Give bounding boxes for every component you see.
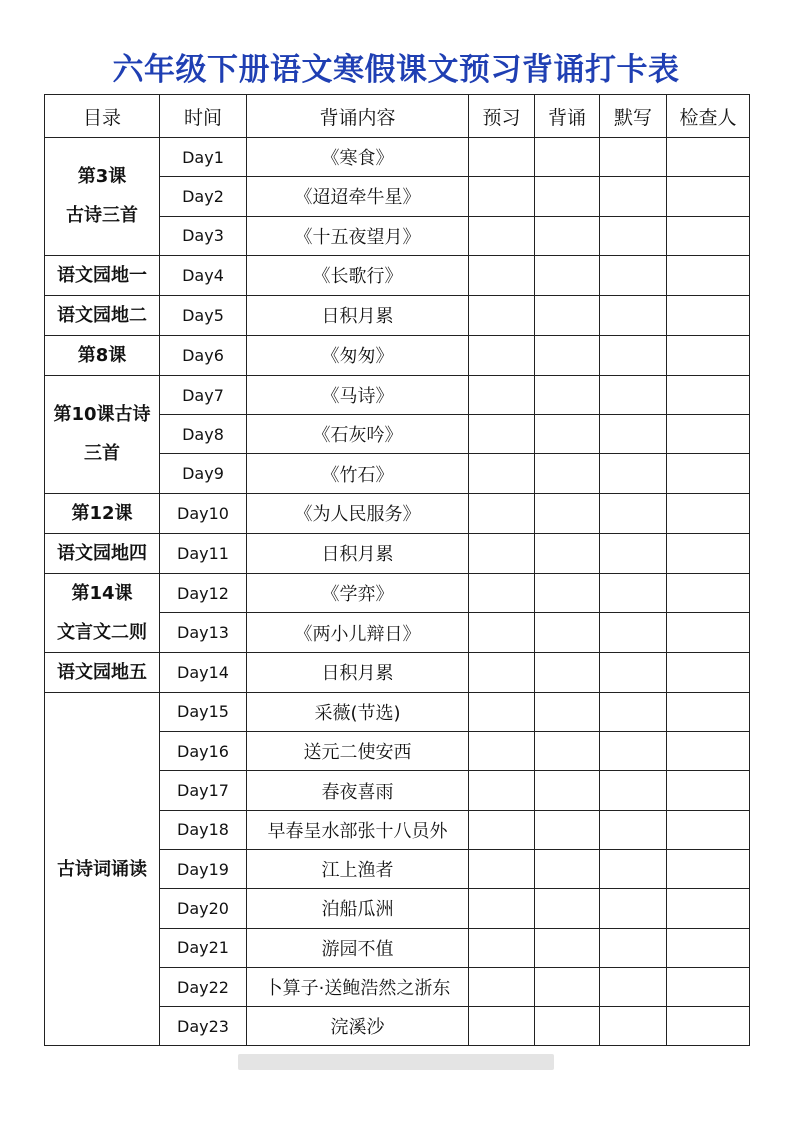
- dictation-check-cell[interactable]: [600, 454, 667, 493]
- checker-cell[interactable]: [667, 216, 750, 255]
- preview-check-cell[interactable]: [469, 613, 535, 653]
- preview-check-cell[interactable]: [469, 255, 535, 295]
- header-recite: 背诵: [535, 95, 600, 138]
- directory-cell: [45, 493, 160, 533]
- day-cell: Day18: [160, 810, 247, 849]
- recite-content-cell: 春夜喜雨: [247, 771, 469, 810]
- directory-cell: [45, 138, 160, 256]
- day-cell: Day7: [160, 375, 247, 414]
- preview-check-cell[interactable]: [469, 967, 535, 1006]
- day-cell: Day15: [160, 692, 247, 731]
- table-row: [45, 652, 750, 692]
- recite-content-cell: 泊船瓜洲: [247, 889, 469, 928]
- day-cell: Day20: [160, 889, 247, 928]
- recite-check-cell[interactable]: [535, 454, 600, 493]
- checker-cell[interactable]: [667, 295, 750, 335]
- recite-check-cell[interactable]: [535, 493, 600, 533]
- dictation-check-cell[interactable]: [600, 533, 667, 573]
- recite-check-cell[interactable]: [535, 295, 600, 335]
- dictation-check-cell[interactable]: [600, 732, 667, 771]
- directory-label-line: 语文园地四: [57, 542, 147, 564]
- preview-check-cell[interactable]: [469, 138, 535, 177]
- dictation-check-cell[interactable]: [600, 216, 667, 255]
- header-preview: 预习: [469, 95, 535, 138]
- recite-content-cell: 日积月累: [247, 652, 469, 692]
- checker-cell[interactable]: [667, 533, 750, 573]
- dictation-check-cell[interactable]: [600, 415, 667, 454]
- checker-cell[interactable]: [667, 692, 750, 731]
- recite-check-cell[interactable]: [535, 928, 600, 967]
- recite-content-cell: 《长歌行》: [247, 255, 469, 295]
- table-row: [45, 255, 750, 295]
- preview-check-cell[interactable]: [469, 849, 535, 888]
- day-cell: Day6: [160, 335, 247, 375]
- recite-check-cell[interactable]: [535, 375, 600, 414]
- dictation-check-cell[interactable]: [600, 375, 667, 414]
- dictation-check-cell[interactable]: [600, 613, 667, 653]
- day-cell: Day19: [160, 849, 247, 888]
- recite-content-cell: 《为人民服务》: [247, 493, 469, 533]
- dictation-check-cell[interactable]: [600, 1007, 667, 1046]
- recite-check-cell[interactable]: [535, 652, 600, 692]
- dictation-check-cell[interactable]: [600, 138, 667, 177]
- day-cell: Day17: [160, 771, 247, 810]
- preview-check-cell[interactable]: [469, 692, 535, 731]
- checker-cell[interactable]: [667, 177, 750, 216]
- checker-cell[interactable]: [667, 810, 750, 849]
- dictation-check-cell[interactable]: [600, 255, 667, 295]
- preview-check-cell[interactable]: [469, 533, 535, 573]
- checker-cell[interactable]: [667, 849, 750, 888]
- recite-content-cell: 早春呈水部张十八员外: [247, 810, 469, 849]
- recite-check-cell[interactable]: [535, 771, 600, 810]
- table-row: [45, 533, 750, 573]
- directory-label-line: 文言文二则: [57, 621, 147, 643]
- table-body: [45, 138, 750, 1046]
- recite-check-cell[interactable]: [535, 533, 600, 573]
- dictation-check-cell[interactable]: [600, 967, 667, 1006]
- table-row: [45, 138, 750, 177]
- directory-cell: [45, 335, 160, 375]
- dictation-check-cell[interactable]: [600, 849, 667, 888]
- recite-content-cell: 日积月累: [247, 533, 469, 573]
- recite-content-cell: 游园不值: [247, 928, 469, 967]
- table-row: [45, 375, 750, 414]
- day-cell: Day11: [160, 533, 247, 573]
- preview-check-cell[interactable]: [469, 732, 535, 771]
- preview-check-cell[interactable]: [469, 573, 535, 613]
- dictation-check-cell[interactable]: [600, 295, 667, 335]
- checker-cell[interactable]: [667, 771, 750, 810]
- recite-check-cell[interactable]: [535, 732, 600, 771]
- dictation-check-cell[interactable]: [600, 810, 667, 849]
- day-cell: Day8: [160, 415, 247, 454]
- recite-check-cell[interactable]: [535, 177, 600, 216]
- dictation-check-cell[interactable]: [600, 652, 667, 692]
- header-checker: 检查人: [667, 95, 750, 138]
- recite-check-cell[interactable]: [535, 692, 600, 731]
- checker-cell[interactable]: [667, 928, 750, 967]
- recite-check-cell[interactable]: [535, 216, 600, 255]
- recite-content-cell: 采薇(节选): [247, 692, 469, 731]
- checkin-table-container: [44, 94, 749, 1039]
- header-dictation: 默写: [600, 95, 667, 138]
- recite-content-cell: 送元二使安西: [247, 732, 469, 771]
- day-cell: Day4: [160, 255, 247, 295]
- directory-label-line: 语文园地一: [57, 264, 147, 286]
- day-cell: Day22: [160, 967, 247, 1006]
- directory-cell: [45, 533, 160, 573]
- recite-content-cell: 《匆匆》: [247, 335, 469, 375]
- day-cell: Day12: [160, 573, 247, 613]
- directory-label-line: 第10课古诗: [53, 404, 151, 426]
- header-time: 时间: [160, 95, 247, 138]
- directory-label-line: 语文园地二: [57, 304, 147, 326]
- dictation-check-cell[interactable]: [600, 335, 667, 375]
- recite-check-cell[interactable]: [535, 415, 600, 454]
- directory-label-line: 第8课: [77, 344, 127, 366]
- directory-label-line: 第3课: [77, 166, 127, 188]
- preview-check-cell[interactable]: [469, 454, 535, 493]
- recite-check-cell[interactable]: [535, 810, 600, 849]
- preview-check-cell[interactable]: [469, 1007, 535, 1046]
- directory-label-line: 第12课: [71, 502, 133, 524]
- preview-check-cell[interactable]: [469, 889, 535, 928]
- preview-check-cell[interactable]: [469, 375, 535, 414]
- checkin-table: [44, 94, 750, 1046]
- table-row: [45, 573, 750, 613]
- dictation-check-cell[interactable]: [600, 928, 667, 967]
- recite-check-cell[interactable]: [535, 849, 600, 888]
- day-cell: Day9: [160, 454, 247, 493]
- checker-cell[interactable]: [667, 1007, 750, 1046]
- recite-check-cell[interactable]: [535, 573, 600, 613]
- header-recite-content: 背诵内容: [247, 95, 469, 138]
- recite-content-cell: 《十五夜望月》: [247, 216, 469, 255]
- checker-cell[interactable]: [667, 573, 750, 613]
- preview-check-cell[interactable]: [469, 295, 535, 335]
- recite-check-cell[interactable]: [535, 613, 600, 653]
- day-cell: Day3: [160, 216, 247, 255]
- preview-check-cell[interactable]: [469, 771, 535, 810]
- checker-cell[interactable]: [667, 967, 750, 1006]
- recite-content-cell: 《竹石》: [247, 454, 469, 493]
- directory-label-line: 语文园地五: [57, 661, 147, 683]
- dictation-check-cell[interactable]: [600, 692, 667, 731]
- recite-content-cell: 浣溪沙: [247, 1007, 469, 1046]
- page-title: 六年级下册语文寒假课文预习背诵打卡表: [112, 52, 680, 88]
- checker-cell[interactable]: [667, 375, 750, 414]
- day-cell: Day13: [160, 613, 247, 653]
- directory-cell: [45, 295, 160, 335]
- recite-content-cell: 《两小儿辩日》: [247, 613, 469, 653]
- dictation-check-cell[interactable]: [600, 493, 667, 533]
- directory-cell: [45, 652, 160, 692]
- recite-check-cell[interactable]: [535, 1007, 600, 1046]
- day-cell: Day10: [160, 493, 247, 533]
- table-row: [45, 295, 750, 335]
- directory-cell: [45, 255, 160, 295]
- recite-content-cell: 《学弈》: [247, 573, 469, 613]
- day-cell: Day21: [160, 928, 247, 967]
- directory-cell: [45, 692, 160, 1046]
- recite-content-cell: 《马诗》: [247, 375, 469, 414]
- checker-cell[interactable]: [667, 613, 750, 653]
- day-cell: Day1: [160, 138, 247, 177]
- day-cell: Day14: [160, 652, 247, 692]
- recite-content-cell: 《石灰吟》: [247, 415, 469, 454]
- preview-check-cell[interactable]: [469, 335, 535, 375]
- preview-check-cell[interactable]: [469, 493, 535, 533]
- recite-content-cell: 江上渔者: [247, 849, 469, 888]
- day-cell: Day5: [160, 295, 247, 335]
- preview-check-cell[interactable]: [469, 810, 535, 849]
- recite-check-cell[interactable]: [535, 335, 600, 375]
- directory-label-line: 第14课: [71, 582, 133, 604]
- dictation-check-cell[interactable]: [600, 889, 667, 928]
- dictation-check-cell[interactable]: [600, 573, 667, 613]
- checker-cell[interactable]: [667, 493, 750, 533]
- checker-cell[interactable]: [667, 415, 750, 454]
- recite-check-cell[interactable]: [535, 255, 600, 295]
- checker-cell[interactable]: [667, 255, 750, 295]
- preview-check-cell[interactable]: [469, 415, 535, 454]
- day-cell: Day16: [160, 732, 247, 771]
- table-row: [45, 692, 750, 731]
- header-directory: 目录: [45, 95, 160, 138]
- recite-check-cell[interactable]: [535, 967, 600, 1006]
- day-cell: Day2: [160, 177, 247, 216]
- preview-check-cell[interactable]: [469, 177, 535, 216]
- preview-check-cell[interactable]: [469, 652, 535, 692]
- blurred-footer-text: [238, 1054, 554, 1070]
- header-row: [45, 95, 750, 138]
- checker-cell[interactable]: [667, 652, 750, 692]
- recite-content-cell: 《迢迢牵牛星》: [247, 177, 469, 216]
- recite-content-cell: 日积月累: [247, 295, 469, 335]
- preview-check-cell[interactable]: [469, 216, 535, 255]
- dictation-check-cell[interactable]: [600, 771, 667, 810]
- checker-cell[interactable]: [667, 138, 750, 177]
- preview-check-cell[interactable]: [469, 928, 535, 967]
- checker-cell[interactable]: [667, 454, 750, 493]
- recite-check-cell[interactable]: [535, 138, 600, 177]
- checker-cell[interactable]: [667, 889, 750, 928]
- directory-label-line: 古诗词诵读: [57, 858, 147, 880]
- recite-check-cell[interactable]: [535, 889, 600, 928]
- dictation-check-cell[interactable]: [600, 177, 667, 216]
- checker-cell[interactable]: [667, 732, 750, 771]
- directory-cell: [45, 573, 160, 652]
- recite-content-cell: 《寒食》: [247, 138, 469, 177]
- table-row: [45, 335, 750, 375]
- directory-cell: [45, 375, 160, 493]
- table-row: [45, 493, 750, 533]
- recite-content-cell: 卜算子·送鲍浩然之浙东: [247, 967, 469, 1006]
- directory-label-line: 古诗三首: [66, 205, 138, 227]
- day-cell: Day23: [160, 1007, 247, 1046]
- checker-cell[interactable]: [667, 335, 750, 375]
- directory-label-line: 三首: [84, 443, 120, 465]
